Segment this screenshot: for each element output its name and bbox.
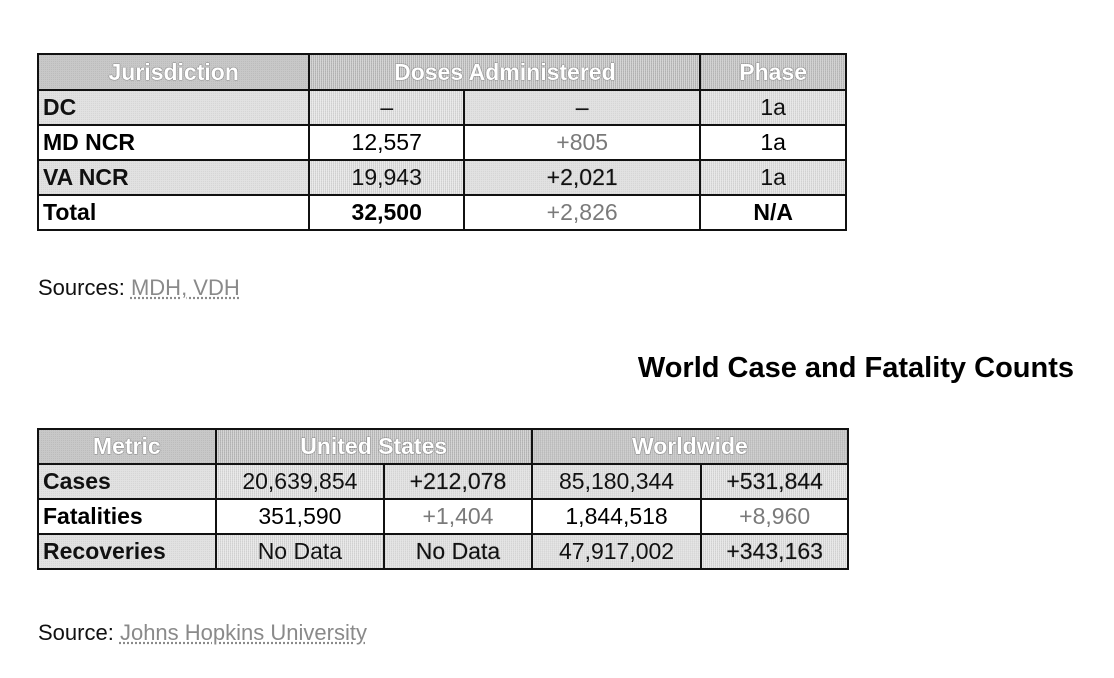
column-header-jurisdiction: Jurisdiction xyxy=(38,54,309,90)
source-link-jhu[interactable]: Johns Hopkins University xyxy=(119,620,367,645)
world-section-title: World Case and Fatality Counts xyxy=(637,352,1074,384)
metric-cell: Recoveries xyxy=(38,534,216,569)
doses-cell: 32,500 xyxy=(309,195,464,230)
table-row xyxy=(38,499,848,534)
world-value-cell: 47,917,002 xyxy=(532,534,702,569)
column-header-worldwide: Worldwide xyxy=(532,429,848,464)
column-header-doses: Doses Administered xyxy=(309,54,700,90)
world-change-cell: +343,163 xyxy=(701,534,848,569)
vaccine-sources xyxy=(38,275,240,301)
source-link-vdh[interactable]: VDH xyxy=(193,275,240,300)
world-source xyxy=(38,620,367,646)
source-label: Source: xyxy=(38,620,114,645)
us-value-cell: 351,590 xyxy=(216,499,385,534)
phase-cell: 1a xyxy=(700,90,846,125)
jurisdiction-cell: DC xyxy=(38,90,309,125)
world-value-cell: 1,844,518 xyxy=(532,499,702,534)
doses-cell: 19,943 xyxy=(309,160,464,195)
us-change-cell: +1,404 xyxy=(384,499,532,534)
column-header-united-states: United States xyxy=(216,429,532,464)
us-change-cell: +212,078 xyxy=(384,464,532,499)
table-row xyxy=(38,160,846,195)
metric-cell: Cases xyxy=(38,464,216,499)
table-row xyxy=(38,534,848,569)
phase-cell: 1a xyxy=(700,125,846,160)
column-header-phase: Phase xyxy=(700,54,846,90)
doses-change-cell: +805 xyxy=(464,125,700,160)
phase-cell: 1a xyxy=(700,160,846,195)
table-header-row xyxy=(38,54,846,90)
doses-cell: – xyxy=(309,90,464,125)
world-change-cell: +8,960 xyxy=(701,499,848,534)
jurisdiction-cell: Total xyxy=(38,195,309,230)
world-value-cell: 85,180,344 xyxy=(532,464,702,499)
table-row xyxy=(38,464,848,499)
doses-change-cell: – xyxy=(464,90,700,125)
metric-cell: Fatalities xyxy=(38,499,216,534)
source-link-separator: , xyxy=(181,275,194,300)
doses-change-cell: +2,021 xyxy=(464,160,700,195)
table-header-row xyxy=(38,429,848,464)
table-row xyxy=(38,125,846,160)
us-value-cell: No Data xyxy=(216,534,385,569)
sources-label: Sources: xyxy=(38,275,125,300)
us-change-cell: No Data xyxy=(384,534,532,569)
jurisdiction-cell: MD NCR xyxy=(38,125,309,160)
phase-cell: N/A xyxy=(700,195,846,230)
table-row xyxy=(38,90,846,125)
doses-cell: 12,557 xyxy=(309,125,464,160)
column-header-metric: Metric xyxy=(38,429,216,464)
us-value-cell: 20,639,854 xyxy=(216,464,385,499)
jurisdiction-cell: VA NCR xyxy=(38,160,309,195)
doses-change-cell: +2,826 xyxy=(464,195,700,230)
world-counts-table xyxy=(37,428,849,570)
vaccine-doses-table xyxy=(37,53,847,231)
source-link-mdh[interactable]: MDH xyxy=(130,275,182,300)
world-change-cell: +531,844 xyxy=(701,464,848,499)
table-row-total xyxy=(38,195,846,230)
